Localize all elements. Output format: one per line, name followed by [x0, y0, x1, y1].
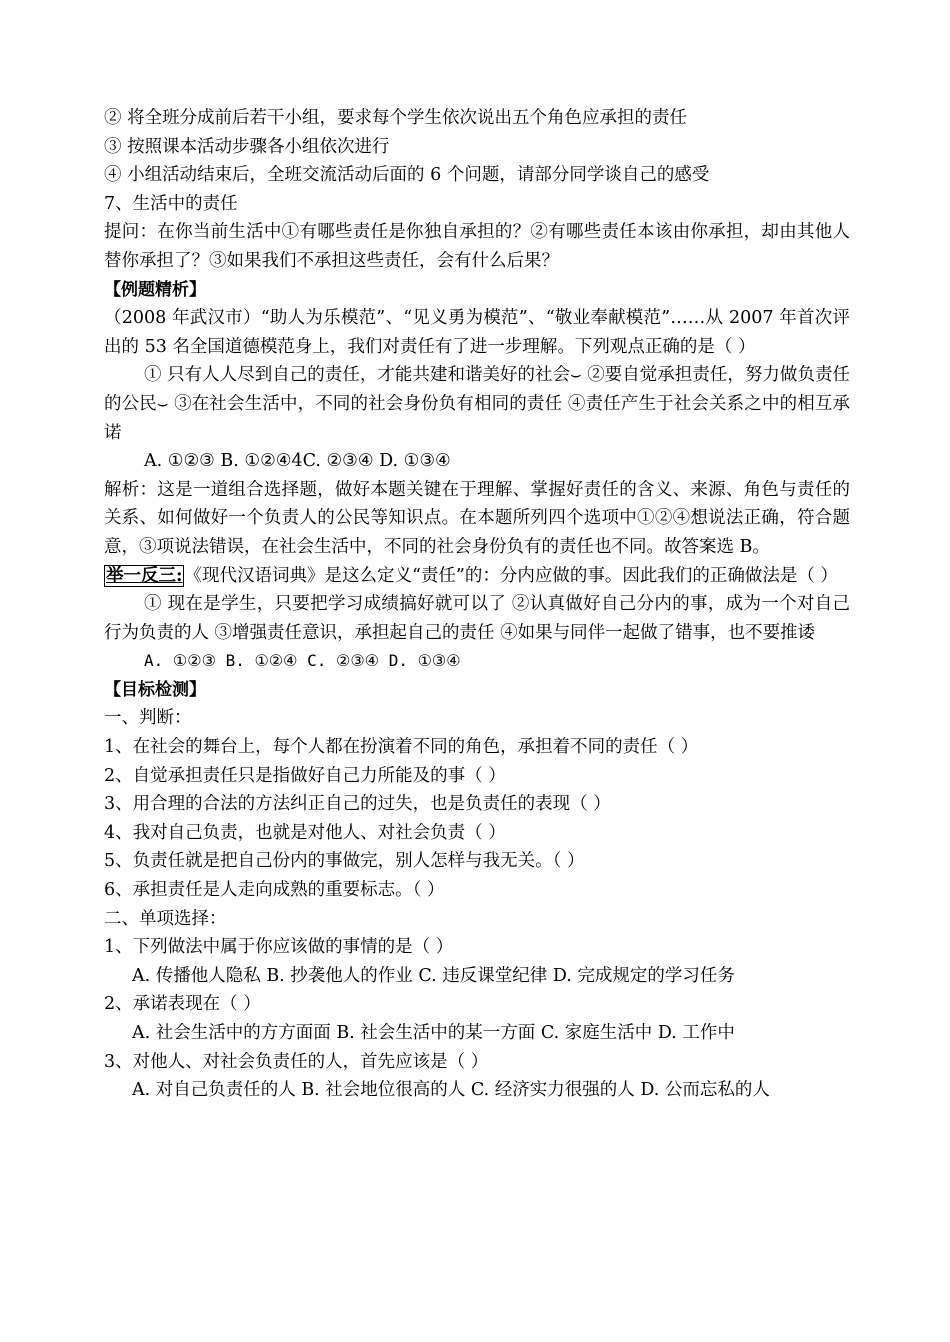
judgement-item: 4、我对自己负责，也就是对他人、对社会负责（ ） — [104, 822, 506, 843]
choice-options: A. 传播他人隐私 B. 抄袭他人的作业 C. 违反课堂纪律 D. 完成规定的学习任务 — [132, 965, 735, 986]
document-page — [104, 104, 850, 1105]
section-title-test: 【目标检测】 — [104, 679, 206, 700]
practice-statements: ① 现在是学生，只要把学习成绩搞好就可以了 ②认真做好自己分内的事，成为一个对自己行为负责的人 ③增强责任意识，承担起自己的责任 ④如果与同伴一起做了错事，也不要推诿 — [104, 594, 850, 643]
choice-question: 1、下列做法中属于你应该做的事情的是（ ） — [104, 937, 454, 958]
analysis-paragraph: 解析：这是一道组合选择题，做好本题关键在于理解、掌握好责任的含义、来源、角色与责任的关系、如何做好一个负责人的公民等知识点。在本题所列四个选项中①②④想说法正确，符合题意，③项说法错误，在社会生活中，不同的社会身份负有的责任也不同。故答案选 B。 — [104, 479, 850, 557]
section-title-example: 【例题精析】 — [104, 279, 206, 300]
practice-label: 举一反三: — [106, 565, 183, 586]
choice-options: A. 对自己负责任的人 B. 社会地位很高的人 C. 经济实力很强的人 D. 公而忘私的人 — [132, 1080, 770, 1101]
text-line: ④ 小组活动结束后，全班交流活动后面的 6 个问题，请部分同学谈自己的感受 — [104, 165, 710, 186]
practice-question-text: 《现代汉语词典》是这么定义“责任”的：分内应做的事。因此我们的正确做法是（ ） — [184, 565, 838, 586]
question-paragraph: 提问：在你当前生活中①有哪些责任是你独自承担的？②有哪些责任本该由你承担，却由其他人替你承担了？③如果我们不承担这些责任，会有什么后果？ — [104, 222, 850, 271]
subsection-judgement: 一、判断： — [104, 708, 192, 729]
choice-question: 3、对他人、对社会负责任的人，首先应该是（ ） — [104, 1051, 489, 1072]
choice-question: 2、承诺表现在（ ） — [104, 994, 261, 1015]
subsection-choice: 二、单项选择： — [104, 908, 227, 929]
judgement-item: 5、负责任就是把自己份内的事做完，别人怎样与我无关。（ ） — [104, 851, 585, 872]
practice-choices: A. ①②③ B. ①②④ C. ②③④ D. ①③④ — [144, 651, 461, 671]
judgement-item: 3、用合理的合法的方法纠正自己的过失，也是负责任的表现（ ） — [104, 794, 611, 815]
section-heading: 7、生活中的责任 — [104, 193, 238, 214]
example-choices: A. ①②③ B. ①②④4C. ②③④ D. ①③④ — [144, 451, 451, 472]
choice-options: A. 社会生活中的方方面面 B. 社会生活中的某一方面 C. 家庭生活中 D. 工作中 — [132, 1023, 735, 1043]
practice-question — [104, 562, 850, 591]
text-line: ③ 按照课本活动步骤各小组依次进行 — [104, 136, 390, 157]
judgement-item: 6、承担责任是人走向成熟的重要标志。（ ） — [104, 880, 445, 901]
judgement-item: 2、自觉承担责任只是指做好自己力所能及的事（ ） — [104, 765, 506, 786]
example-question: （2008 年武汉市）“助人为乐模范”、“见义勇为模范”、“敬业奉献模范”……从 2007 年首次评出的 53 名全国道德模范身上，我们对责任有了进一步理解。下列观点正确的是（ ） — [104, 308, 850, 357]
judgement-item: 1、在社会的舞台上，每个人都在扮演着不同的角色，承担着不同的责任（ ） — [104, 737, 699, 758]
example-options-statements: ① 只有人人尽到自己的责任，才能共建和谐美好的社会⌣ ②要自觉承担责任，努力做负责任的公民⌣ ③在社会生活中，不同的社会身份负有相同的责任 ④责任产生于社会关系之中的相互承诺 — [104, 365, 850, 443]
text-line: ② 将全班分成前后若干小组，要求每个学生依次说出五个角色应承担的责任 — [104, 108, 688, 128]
